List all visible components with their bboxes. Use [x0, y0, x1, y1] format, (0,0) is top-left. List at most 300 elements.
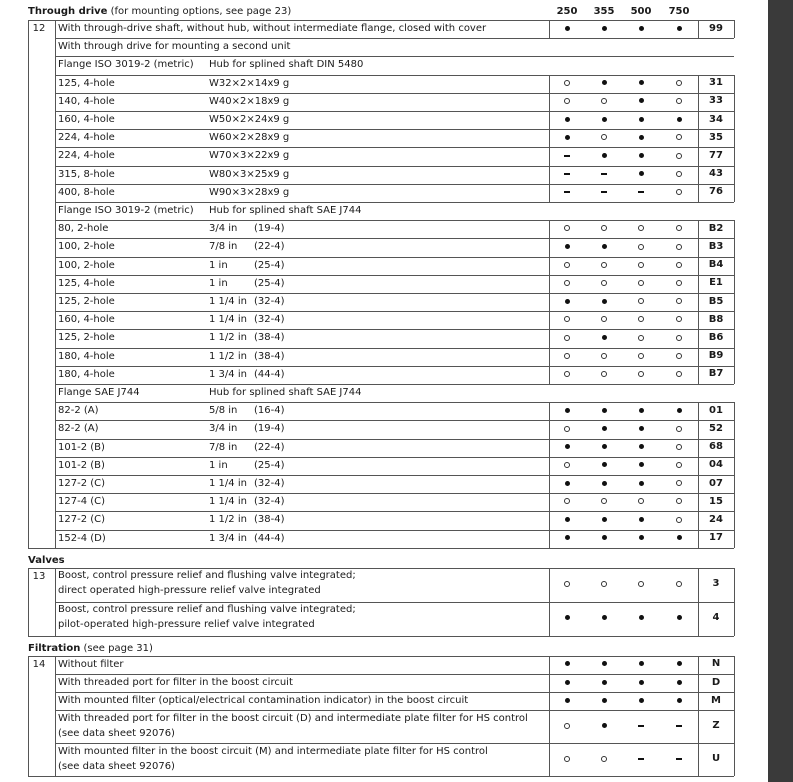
availability-mark [586, 293, 622, 311]
open-circle-icon [676, 480, 682, 486]
option-number: 14 [32, 658, 46, 670]
hub-value: 1 1/4 in [209, 314, 247, 326]
filled-dot-icon [639, 481, 644, 486]
open-circle-icon [676, 298, 682, 304]
filled-dot-icon [602, 698, 607, 703]
open-circle-icon [638, 498, 644, 504]
availability-mark [549, 692, 585, 710]
flange-value: 127-2 (C) [58, 478, 106, 489]
availability-mark [661, 512, 697, 530]
open-circle-icon [676, 581, 682, 587]
filled-dot-icon [602, 426, 607, 431]
availability-mark [549, 493, 585, 511]
table-rule [549, 75, 550, 202]
availability-mark [623, 610, 659, 628]
availability-mark [623, 692, 659, 710]
open-circle-icon [601, 316, 607, 322]
filled-dot-icon [677, 615, 682, 620]
dash-icon [638, 191, 644, 193]
table-rule [28, 548, 734, 549]
hub-value: 1 1/2 in [209, 350, 247, 362]
order-code: E1 [709, 277, 723, 289]
hub-sae-code: (19-4) [254, 423, 285, 435]
table-rule [698, 220, 699, 384]
availability-mark [586, 366, 622, 384]
flange-value: 400, 8-hole [58, 186, 115, 198]
availability-mark [661, 93, 697, 111]
availability-mark [586, 402, 622, 420]
filled-dot-icon [565, 299, 570, 304]
availability-mark [623, 366, 659, 384]
hub-value: W60×2×28x9 g [209, 132, 290, 144]
hub-sae-code: (32-4) [254, 478, 285, 489]
availability-mark [623, 20, 659, 38]
open-circle-icon [638, 262, 644, 268]
open-circle-icon [676, 444, 682, 450]
hub-value: W50×2×24x9 g [209, 114, 290, 125]
open-circle-icon [601, 280, 607, 286]
filled-dot-icon [565, 698, 570, 703]
availability-mark [623, 111, 659, 129]
availability-mark [623, 402, 659, 420]
availability-mark [549, 239, 585, 257]
availability-mark [549, 348, 585, 366]
hub-value: 1 1/2 in [209, 514, 247, 526]
filled-dot-icon [639, 135, 644, 140]
availability-mark [549, 656, 585, 674]
order-code: B3 [708, 241, 724, 252]
availability-mark [549, 421, 585, 439]
filled-dot-icon [677, 117, 682, 122]
hub-sae-code: (32-4) [254, 314, 285, 326]
availability-mark [623, 512, 659, 530]
table-rule [698, 568, 699, 636]
availability-mark [549, 674, 585, 692]
table-rule [698, 75, 699, 202]
hub-sae-code: (16-4) [254, 405, 285, 417]
option-description: (see data sheet 92076) [58, 761, 175, 773]
order-code: 3 [712, 578, 720, 590]
availability-mark [586, 311, 622, 329]
dash-icon [564, 173, 570, 175]
table-rule [55, 656, 56, 777]
open-circle-icon [676, 517, 682, 523]
availability-mark [586, 530, 622, 548]
filled-dot-icon [565, 135, 570, 140]
availability-mark [661, 239, 697, 257]
availability-mark [586, 718, 622, 736]
table-rule [698, 20, 699, 38]
order-code: 31 [709, 77, 723, 89]
filled-dot-icon [602, 615, 607, 620]
hub-value: 1 in [209, 277, 228, 289]
table-rule [55, 743, 734, 744]
column-header-size: 355 [593, 6, 615, 17]
availability-mark [549, 475, 585, 493]
hub-value: W32×2×14x9 g [209, 77, 290, 89]
hub-sae-code: (25-4) [254, 277, 285, 289]
order-code: U [711, 753, 721, 765]
hub-value: 1 3/4 in [209, 368, 247, 380]
availability-mark [586, 184, 622, 202]
dash-icon [564, 155, 570, 157]
filled-dot-icon [602, 462, 607, 467]
availability-mark [661, 576, 697, 594]
flange-value: 101-2 (B) [58, 459, 105, 471]
order-code: 24 [709, 514, 723, 525]
order-code: B6 [708, 332, 724, 343]
open-circle-icon [601, 581, 607, 587]
flange-value: 101-2 (B) [58, 441, 105, 453]
availability-mark [586, 475, 622, 493]
availability-mark [661, 718, 697, 736]
availability-mark [586, 20, 622, 38]
dash-icon [638, 725, 644, 727]
flange-value: 127-4 (C) [58, 496, 106, 508]
availability-mark [623, 220, 659, 238]
order-code: 17 [709, 532, 723, 544]
order-code: B5 [708, 295, 724, 307]
filled-dot-icon [639, 426, 644, 431]
filled-dot-icon [565, 481, 570, 486]
open-circle-icon [564, 335, 570, 341]
availability-mark [661, 402, 697, 420]
flange-value: 160, 4-hole [58, 314, 115, 326]
open-circle-icon [676, 426, 682, 432]
flange-header: Flange ISO 3019-2 (metric) [58, 205, 194, 216]
flange-value: 82-2 (A) [58, 423, 99, 435]
open-circle-icon [676, 353, 682, 359]
filled-dot-icon [565, 117, 570, 122]
open-circle-icon [676, 262, 682, 268]
table-rule [734, 568, 735, 636]
table-rule [28, 568, 29, 636]
table-rule [549, 20, 550, 38]
availability-mark [661, 111, 697, 129]
hub-value: W80×3×25x9 g [209, 168, 290, 180]
order-code: 43 [709, 168, 723, 180]
open-circle-icon [601, 262, 607, 268]
section-title-through-drive [28, 6, 291, 17]
filled-dot-icon [602, 117, 607, 122]
availability-mark [586, 75, 622, 93]
hub-value: 1 1/4 in [209, 478, 247, 489]
table-rule [28, 776, 734, 777]
availability-mark [549, 257, 585, 275]
availability-mark [661, 220, 697, 238]
option-number: 12 [32, 23, 46, 34]
open-circle-icon [564, 353, 570, 359]
filled-dot-icon [602, 481, 607, 486]
order-code: 34 [709, 113, 723, 125]
availability-mark [549, 311, 585, 329]
flange-value: 224, 4-hole [58, 150, 115, 162]
filled-dot-icon [677, 661, 682, 666]
filled-dot-icon [639, 462, 644, 467]
availability-mark [623, 751, 659, 769]
filled-dot-icon [602, 80, 607, 85]
filled-dot-icon [677, 535, 682, 540]
availability-mark [661, 493, 697, 511]
availability-mark [623, 493, 659, 511]
availability-mark [623, 475, 659, 493]
filled-dot-icon [677, 680, 682, 685]
flange-value: 125, 2-hole [58, 332, 115, 344]
open-circle-icon [564, 462, 570, 468]
filled-dot-icon [677, 698, 682, 703]
flange-value: 82-2 (A) [58, 405, 99, 417]
availability-mark [661, 751, 697, 769]
flange-value: 100, 2-hole [58, 259, 115, 271]
filled-dot-icon [677, 408, 682, 413]
flange-value: 80, 2-hole [58, 223, 109, 235]
hub-header: Hub for splined shaft SAE J744 [209, 387, 362, 398]
hub-sae-code: (38-4) [254, 332, 285, 344]
option-description: With mounted filter in the boost circuit (M) and intermediate plate filter for HS control [58, 746, 488, 758]
filled-dot-icon [602, 535, 607, 540]
table-rule [55, 38, 734, 39]
section-title-filtration [28, 643, 153, 654]
order-code: 33 [709, 95, 723, 107]
dash-icon [676, 725, 682, 727]
availability-mark [549, 402, 585, 420]
availability-mark [549, 220, 585, 238]
filled-dot-icon [565, 661, 570, 666]
open-circle-icon [564, 426, 570, 432]
option-description: direct operated high-pressure relief valve integrated [58, 584, 321, 596]
availability-mark [661, 311, 697, 329]
filled-dot-icon [639, 98, 644, 103]
hub-sae-code: (25-4) [254, 259, 285, 271]
availability-mark [661, 129, 697, 147]
open-circle-icon [638, 225, 644, 231]
column-header-size: 750 [668, 6, 690, 17]
filled-dot-icon [602, 299, 607, 304]
section-title-text: Through drive [28, 6, 108, 17]
open-circle-icon [601, 498, 607, 504]
hub-value: 3/4 in [209, 223, 238, 235]
filled-dot-icon [602, 408, 607, 413]
open-circle-icon [564, 316, 570, 322]
availability-mark [586, 674, 622, 692]
open-circle-icon [676, 80, 682, 86]
filled-dot-icon [639, 517, 644, 522]
dash-icon [601, 191, 607, 193]
filled-dot-icon [565, 444, 570, 449]
availability-mark [623, 275, 659, 293]
availability-mark [661, 530, 697, 548]
open-circle-icon [638, 581, 644, 587]
open-circle-icon [676, 371, 682, 377]
order-code: 76 [709, 186, 723, 198]
open-circle-icon [564, 80, 570, 86]
flange-value: 180, 4-hole [58, 350, 115, 362]
availability-mark [623, 576, 659, 594]
availability-mark [549, 576, 585, 594]
order-code: B4 [708, 259, 724, 271]
filled-dot-icon [602, 723, 607, 728]
table-rule [734, 656, 735, 777]
availability-mark [661, 475, 697, 493]
order-code: 04 [709, 459, 723, 471]
availability-mark [549, 512, 585, 530]
flange-value: 180, 4-hole [58, 368, 115, 380]
open-circle-icon [601, 98, 607, 104]
filled-dot-icon [639, 698, 644, 703]
option-description: pilot-operated high-pressure relief valve integrated [58, 618, 315, 630]
flange-value: 160, 4-hole [58, 114, 115, 125]
hub-value: W70×3×22x9 g [209, 150, 290, 162]
flange-header: Flange ISO 3019-2 (metric) [58, 59, 194, 71]
filled-dot-icon [639, 661, 644, 666]
availability-mark [661, 330, 697, 348]
order-code: D [711, 676, 721, 688]
availability-mark [586, 576, 622, 594]
availability-mark [586, 166, 622, 184]
flange-value: 125, 4-hole [58, 77, 115, 89]
availability-mark [549, 184, 585, 202]
dash-icon [638, 758, 644, 760]
flange-value: 125, 4-hole [58, 277, 115, 289]
availability-mark [586, 111, 622, 129]
filled-dot-icon [602, 26, 607, 31]
availability-mark [586, 330, 622, 348]
open-circle-icon [638, 316, 644, 322]
filled-dot-icon [602, 680, 607, 685]
open-circle-icon [564, 262, 570, 268]
availability-mark [661, 348, 697, 366]
section-title-text: Filtration [28, 642, 81, 654]
availability-mark [661, 421, 697, 439]
availability-mark [586, 257, 622, 275]
availability-mark [586, 129, 622, 147]
availability-mark [586, 275, 622, 293]
scrollbar[interactable] [768, 0, 793, 782]
section-subtitle: (for mounting options, see page 23) [107, 6, 292, 17]
flange-value: 224, 4-hole [58, 132, 115, 144]
open-circle-icon [564, 280, 570, 286]
hub-sae-code: (38-4) [254, 514, 285, 526]
availability-mark [623, 718, 659, 736]
flange-value: 125, 2-hole [58, 296, 115, 307]
availability-mark [623, 457, 659, 475]
hub-sae-code: (44-4) [254, 532, 285, 544]
order-code: 01 [709, 404, 723, 416]
filled-dot-icon [639, 153, 644, 158]
hub-value: 1 1/4 in [209, 496, 247, 508]
open-circle-icon [638, 353, 644, 359]
table-rule [734, 220, 735, 384]
hub-value: 1 in [209, 259, 228, 271]
availability-mark [586, 148, 622, 166]
availability-mark [549, 610, 585, 628]
availability-mark [586, 512, 622, 530]
hub-header: Hub for splined shaft SAE J744 [209, 205, 362, 216]
filled-dot-icon [565, 615, 570, 620]
availability-mark [549, 530, 585, 548]
order-code: 4 [712, 612, 720, 624]
availability-mark [623, 129, 659, 147]
availability-mark [549, 129, 585, 147]
open-circle-icon [638, 371, 644, 377]
open-circle-icon [676, 280, 682, 286]
hub-header: Hub for splined shaft DIN 5480 [209, 59, 364, 71]
table-rule [734, 75, 735, 202]
order-code: 99 [709, 22, 723, 34]
open-circle-icon [676, 225, 682, 231]
availability-mark [549, 275, 585, 293]
availability-mark [661, 366, 697, 384]
flange-value: 127-2 (C) [58, 514, 106, 526]
availability-mark [549, 439, 585, 457]
option-description: With mounted filter (optical/electrical contamination indicator) in the boost circuit [58, 695, 469, 707]
order-code: 15 [709, 495, 723, 507]
availability-mark [586, 656, 622, 674]
table-rule [55, 56, 734, 57]
filled-dot-icon [602, 661, 607, 666]
table-rule [28, 656, 29, 777]
filled-dot-icon [565, 517, 570, 522]
table-rule [549, 220, 550, 384]
availability-mark [623, 530, 659, 548]
open-circle-icon [638, 298, 644, 304]
option-description: Boost, control pressure relief and flushing valve integrated; [58, 569, 356, 581]
order-code: 35 [709, 131, 723, 143]
availability-mark [623, 148, 659, 166]
availability-mark [623, 439, 659, 457]
availability-mark [661, 275, 697, 293]
flange-value: 152-4 (D) [58, 532, 106, 544]
availability-mark [661, 184, 697, 202]
open-circle-icon [676, 134, 682, 140]
availability-mark [586, 692, 622, 710]
availability-mark [549, 75, 585, 93]
availability-mark [549, 751, 585, 769]
availability-mark [549, 93, 585, 111]
open-circle-icon [676, 316, 682, 322]
option-number: 13 [32, 570, 46, 582]
open-circle-icon [676, 335, 682, 341]
open-circle-icon [564, 756, 570, 762]
table-rule [28, 636, 734, 637]
filled-dot-icon [639, 444, 644, 449]
open-circle-icon [601, 353, 607, 359]
availability-mark [586, 348, 622, 366]
hub-value: 7/8 in [209, 241, 238, 253]
availability-mark [661, 257, 697, 275]
availability-mark [586, 421, 622, 439]
open-circle-icon [676, 498, 682, 504]
availability-mark [623, 330, 659, 348]
availability-mark [623, 75, 659, 93]
open-circle-icon [676, 153, 682, 159]
dash-icon [601, 173, 607, 175]
hub-sae-code: (25-4) [254, 459, 285, 471]
section-subtitle: (see page 31) [80, 642, 153, 654]
table-rule [55, 202, 734, 203]
order-code: N [711, 658, 721, 670]
hub-sae-code: (22-4) [254, 241, 285, 253]
availability-mark [661, 610, 697, 628]
table-rule [549, 402, 550, 548]
filled-dot-icon [602, 244, 607, 249]
open-circle-icon [564, 581, 570, 587]
open-circle-icon [564, 498, 570, 504]
availability-mark [661, 692, 697, 710]
hub-value: 1 1/4 in [209, 296, 247, 307]
availability-mark [586, 220, 622, 238]
table-rule [55, 602, 734, 603]
